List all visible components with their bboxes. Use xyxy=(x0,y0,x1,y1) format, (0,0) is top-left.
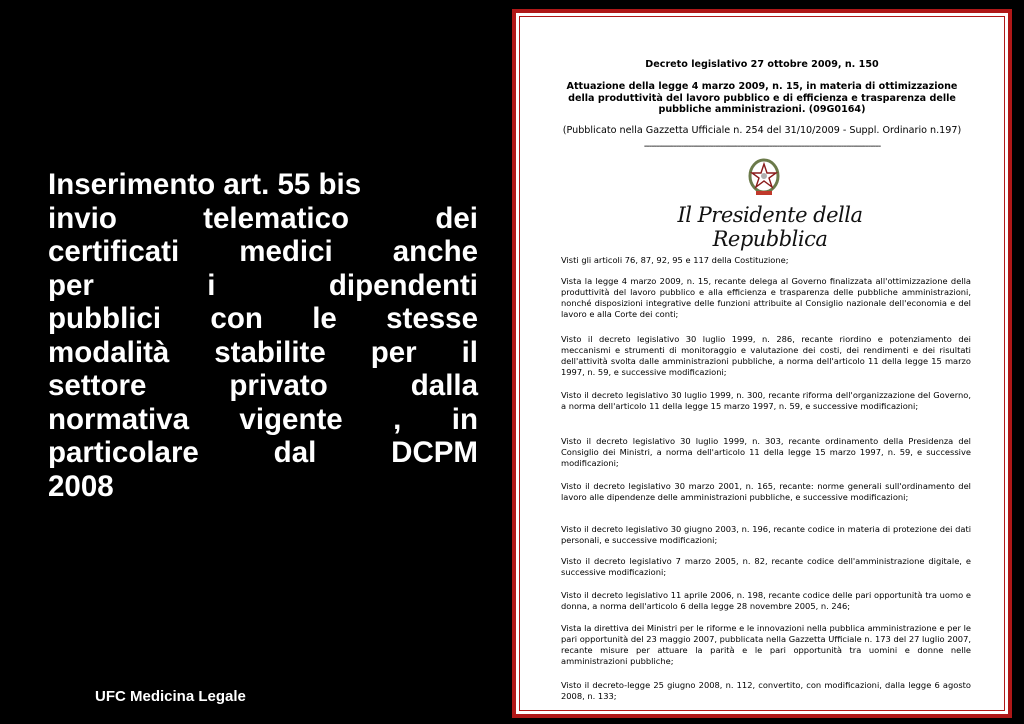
document-title: Decreto legislativo 27 ottobre 2009, n. 150 xyxy=(645,59,879,70)
document-paragraph: Vista la legge 4 marzo 2009, n. 15, recante delega al Governo finalizzata all'ottimizzazione della produttività del lavoro pubblico e alla efficienza e trasparenza delle pubbliche amministrazioni, nonché disposizioni integrative delle funzioni attribuite al Consiglio nazionale dell'economia e del lavoro e alla Corte dei conti; xyxy=(561,276,971,319)
document-paragraph: Visto il decreto legislativo 30 giugno 2003, n. 196, recante codice in materia di protezione dei dati personali, e successive modificazioni; xyxy=(561,524,971,545)
slide-text-line: per i dipendenti xyxy=(48,268,478,302)
slide-text-line: Inserimento art. 55 bis xyxy=(48,168,362,201)
slide-text-line: settore privato dalla xyxy=(48,369,478,402)
document-paragraph: Vista la direttiva dei Ministri per le riforme e le innovazioni nella pubblica amministrazione e per le pari opportunità del 23 maggio 2007, pubblicata nella Gazzetta Ufficiale n. 173 del 27 luglio 2007, recante misure per attuare la parità e le pari opportunità tra uomini e donne nelle amministrazioni pubbliche; xyxy=(561,623,971,666)
slide-text xyxy=(48,168,478,503)
slide-text-line: certificati medici anche xyxy=(48,235,478,268)
document-paragraph: Visto il decreto legislativo 30 luglio 1999, n. 303, recante ordinamento della Presidenza del Consiglio dei Ministri, a norma dell'articolo 11 della legge 15 marzo 1997, n. 59, e successive modificazioni; xyxy=(561,436,971,468)
footer-label: UFC Medicina Legale xyxy=(95,688,246,705)
slide-text-line: invio telematico dei xyxy=(48,201,478,235)
document-paragraph: Visto il decreto legislativo 7 marzo 2005, n. 82, recante codice dell'amministrazione digitale, e successive modificazioni; xyxy=(561,556,971,577)
document-paragraph: Visto il decreto legislativo 30 luglio 1999, n. 300, recante riforma dell'organizzazione del Governo, a norma dell'articolo 11 della legge 15 marzo 1997, n. 59, e successive modificazioni; xyxy=(561,390,971,411)
italian-emblem-icon xyxy=(744,154,784,198)
slide-text-line: pubblici con le stesse xyxy=(48,302,478,335)
president-signature: Il Presidente della Repubblica xyxy=(677,203,863,251)
slide-text-line: particolare dal DCPM xyxy=(48,436,478,469)
slide-text-line: 2008 xyxy=(48,469,114,503)
slide-text-line: modalità stabilite per il xyxy=(48,335,478,369)
document-paragraph: Visto il decreto legislativo 30 luglio 1999, n. 286, recante riordino e potenziamento dei meccanismi e strumenti di monitoraggio e valutazione dei costi, dei rendimenti e dei risultati dell'attività svolta dalle amministrazioni pubbliche, a norma dell'articolo 11 della legge 15 marzo 1997, n. 59, e successive modificazioni; xyxy=(561,334,971,377)
document-paragraph: Visto il decreto legislativo 11 aprile 2006, n. 198, recante codice delle pari opportunità tra uomo e donna, a norma dell'articolo 6 della legge 28 novembre 2005, n. 246; xyxy=(561,590,971,611)
document-paragraph: Visti gli articoli 76, 87, 92, 95 e 117 della Costituzione; xyxy=(561,255,789,265)
document-paragraph: Visto il decreto legislativo 30 marzo 2001, n. 165, recante: norme generali sull'ordinamento del lavoro alle dipendenze delle amministrazioni pubbliche, e successive modificazioni; xyxy=(561,481,971,502)
document-border xyxy=(519,16,1005,711)
document-image xyxy=(512,9,1012,718)
slide-text-line: normativa vigente , in xyxy=(48,402,478,436)
document-paragraph: Visto il decreto-legge 25 giugno 2008, n. 112, convertito, con modificazioni, dalla legge 6 agosto 2008, n. 133; xyxy=(561,680,971,701)
document-publication: (Pubblicato nella Gazzetta Ufficiale n. 254 del 31/10/2009 - Suppl. Ordinario n.197) xyxy=(562,125,962,136)
document-subtitle: Attuazione della legge 4 marzo 2009, n. 15, in materia di ottimizzazione della produttività del lavoro pubblico e di efficienza e trasparenza delle pubbliche amministrazioni. (09G0164) xyxy=(566,81,958,116)
document-page xyxy=(520,17,1004,710)
document-separator: ------------------------------------------------------------------------------------------------ xyxy=(643,141,881,152)
